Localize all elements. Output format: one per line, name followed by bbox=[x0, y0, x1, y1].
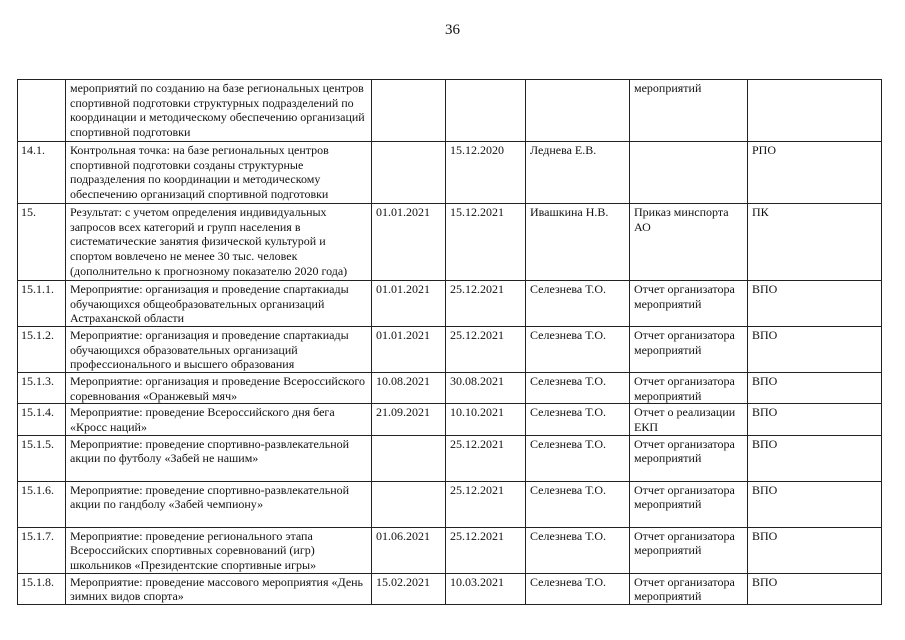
row-responsible: Селезнева Т.О. bbox=[526, 281, 630, 327]
row-level: ВПО bbox=[748, 373, 882, 404]
row-end-date: 15.12.2020 bbox=[446, 142, 526, 204]
table-row bbox=[18, 327, 882, 373]
row-start-date bbox=[372, 80, 446, 142]
table-row bbox=[18, 281, 882, 327]
row-document: Отчет организатора мероприятий bbox=[630, 281, 748, 327]
row-document: Отчет организатора мероприятий bbox=[630, 373, 748, 404]
row-number: 15.1.8. bbox=[18, 573, 66, 604]
row-number: 14.1. bbox=[18, 142, 66, 204]
row-start-date: 21.09.2021 bbox=[372, 404, 446, 435]
row-level: ВПО bbox=[748, 573, 882, 604]
table-row bbox=[18, 404, 882, 435]
row-description: Мероприятие: проведение массового мероприятия «День зимних видов спорта» bbox=[66, 573, 372, 604]
row-responsible: Ивашкина Н.В. bbox=[526, 204, 630, 281]
plan-table bbox=[17, 79, 882, 605]
row-responsible: Селезнева Т.О. bbox=[526, 327, 630, 373]
row-description: Мероприятие: проведение регионального этапа Всероссийских спортивных соревнований (игр) школьников «Президентские спортивные игры» bbox=[66, 527, 372, 573]
row-document: Отчет организатора мероприятий bbox=[630, 481, 748, 527]
row-document: Отчет организатора мероприятий bbox=[630, 527, 748, 573]
row-start-date bbox=[372, 142, 446, 204]
row-number: 15. bbox=[18, 204, 66, 281]
row-document: Отчет организатора мероприятий bbox=[630, 327, 748, 373]
row-end-date: 10.03.2021 bbox=[446, 573, 526, 604]
row-start-date bbox=[372, 435, 446, 481]
row-responsible bbox=[526, 80, 630, 142]
row-description: Мероприятие: организация и проведение Всероссийского соревнования «Оранжевый мяч» bbox=[66, 373, 372, 404]
table-row bbox=[18, 527, 882, 573]
row-document: Приказ минспорта АО bbox=[630, 204, 748, 281]
row-number bbox=[18, 80, 66, 142]
row-description: Результат: с учетом определения индивидуальных запросов всех категорий и групп населения в систематические занятия физической культурой и спортом вовлечено не менее 30 тыс. человек (дополнительно к прогнозному показателю 2020 года) bbox=[66, 204, 372, 281]
row-number: 15.1.7. bbox=[18, 527, 66, 573]
table-row bbox=[18, 573, 882, 604]
row-end-date: 10.10.2021 bbox=[446, 404, 526, 435]
row-end-date: 15.12.2021 bbox=[446, 204, 526, 281]
row-level: ПК bbox=[748, 204, 882, 281]
row-responsible: Селезнева Т.О. bbox=[526, 573, 630, 604]
table-row bbox=[18, 204, 882, 281]
row-number: 15.1.2. bbox=[18, 327, 66, 373]
row-responsible: Леднева Е.В. bbox=[526, 142, 630, 204]
row-end-date: 25.12.2021 bbox=[446, 527, 526, 573]
table-row bbox=[18, 142, 882, 204]
row-start-date: 01.06.2021 bbox=[372, 527, 446, 573]
row-responsible: Селезнева Т.О. bbox=[526, 373, 630, 404]
row-end-date: 30.08.2021 bbox=[446, 373, 526, 404]
row-number: 15.1.6. bbox=[18, 481, 66, 527]
row-level: ВПО bbox=[748, 435, 882, 481]
row-number: 15.1.1. bbox=[18, 281, 66, 327]
row-description: Мероприятие: проведение Всероссийского дня бега «Кросс наций» bbox=[66, 404, 372, 435]
table-row bbox=[18, 373, 882, 404]
row-end-date: 25.12.2021 bbox=[446, 327, 526, 373]
row-start-date: 15.02.2021 bbox=[372, 573, 446, 604]
row-responsible: Селезнева Т.О. bbox=[526, 404, 630, 435]
row-end-date: 25.12.2021 bbox=[446, 481, 526, 527]
row-document: мероприятий bbox=[630, 80, 748, 142]
row-document: Отчет организатора мероприятий bbox=[630, 435, 748, 481]
row-end-date: 25.12.2021 bbox=[446, 281, 526, 327]
row-start-date bbox=[372, 481, 446, 527]
row-level: ВПО bbox=[748, 404, 882, 435]
table-row bbox=[18, 481, 882, 527]
row-level: РПО bbox=[748, 142, 882, 204]
row-start-date: 01.01.2021 bbox=[372, 204, 446, 281]
row-number: 15.1.5. bbox=[18, 435, 66, 481]
row-document: Отчет о реализации ЕКП bbox=[630, 404, 748, 435]
row-level: ВПО bbox=[748, 481, 882, 527]
row-document: Отчет организатора мероприятий bbox=[630, 573, 748, 604]
row-description: Мероприятие: организация и проведение спартакиады обучающихся общеобразовательных организаций Астраханской области bbox=[66, 281, 372, 327]
row-level bbox=[748, 80, 882, 142]
row-description: Контрольная точка: на базе региональных центров спортивной подготовки созданы структурные подразделения по координации и методическому обеспечению организаций спортивной подготовки bbox=[66, 142, 372, 204]
row-document bbox=[630, 142, 748, 204]
table-row bbox=[18, 80, 882, 142]
row-description: мероприятий по созданию на базе региональных центров спортивной подготовки структурных подразделений по координации и методическому обеспечению организаций спортивной подготовки bbox=[66, 80, 372, 142]
row-end-date bbox=[446, 80, 526, 142]
table-row bbox=[18, 435, 882, 481]
row-level: ВПО bbox=[748, 327, 882, 373]
row-description: Мероприятие: организация и проведение спартакиады обучающихся образовательных организаций профессионального и высшего образования bbox=[66, 327, 372, 373]
row-responsible: Селезнева Т.О. bbox=[526, 527, 630, 573]
row-level: ВПО bbox=[748, 527, 882, 573]
row-responsible: Селезнева Т.О. bbox=[526, 481, 630, 527]
row-responsible: Селезнева Т.О. bbox=[526, 435, 630, 481]
row-start-date: 01.01.2021 bbox=[372, 327, 446, 373]
row-description: Мероприятие: проведение спортивно-развлекательной акции по футболу «Забей не нашим» bbox=[66, 435, 372, 481]
row-number: 15.1.3. bbox=[18, 373, 66, 404]
row-description: Мероприятие: проведение спортивно-развлекательной акции по гандболу «Забей чемпиону» bbox=[66, 481, 372, 527]
row-end-date: 25.12.2021 bbox=[446, 435, 526, 481]
row-start-date: 10.08.2021 bbox=[372, 373, 446, 404]
row-start-date: 01.01.2021 bbox=[372, 281, 446, 327]
row-level: ВПО bbox=[748, 281, 882, 327]
row-number: 15.1.4. bbox=[18, 404, 66, 435]
page-number: 36 bbox=[445, 22, 460, 38]
